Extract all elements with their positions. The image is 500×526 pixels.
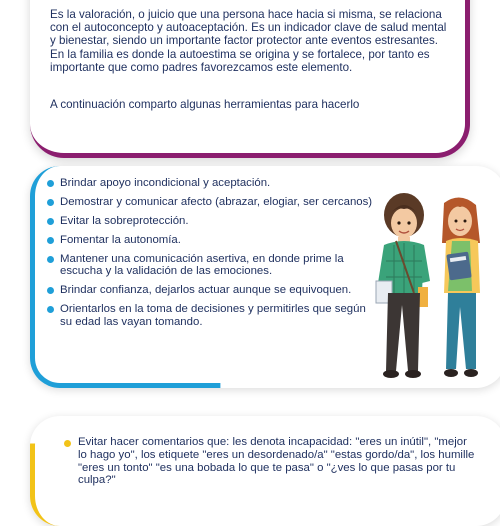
tip-text: Evitar la sobreprotección. [60, 214, 189, 227]
tip-text: Orientarlos en la toma de decisiones y permitirles que según su edad las vayan tomando. [60, 302, 366, 328]
tip-item [46, 284, 376, 297]
tip-text: Brindar apoyo incondicional y aceptación. [60, 177, 271, 189]
tip-item [46, 196, 376, 209]
bullet-icon [47, 218, 54, 225]
bullet-icon [47, 237, 54, 244]
tip-item [46, 234, 376, 247]
bullet-icon [47, 306, 54, 313]
tip-text: Demostrar y comunicar afecto (abrazar, elogiar, ser cercanos) [60, 195, 373, 208]
bullet-icon [47, 287, 54, 294]
bullet-icon [47, 180, 54, 187]
intro-paragraph: Es la valoración, o juicio que una persona hace hacia si misma, se relaciona con el autoconcepto y autoaceptación. Es un indicador clave de salud mental y bienestar, siendo un importante factor protector ante eventos estresantes. En la familia es donde la autoestima se origina y se fortalece, por tanto es importante que como padres favorezcamos este elemento. [50, 8, 447, 74]
warning-item [64, 436, 478, 487]
girl-figure [442, 197, 480, 377]
boy-figure [376, 193, 430, 378]
tip-text: Fomentar la autonomía. [60, 233, 181, 246]
tip-text: Brindar confianza, dejarlos actuar aunque se equivoquen. [60, 284, 352, 297]
bullet-icon [47, 256, 54, 263]
warning-text: Evitar hacer comentarios que: les denota incapacidad: "eres un inútil", "mejor lo hago yo", los etiquete "eres un desordenado/a" "estas gordo/da", los humille "eres un tonto" "es una bobada lo que te pasa" o "¿ves lo que pasas por tu culpa?" [78, 436, 475, 487]
tip-item [46, 303, 376, 328]
tip-item [46, 253, 376, 278]
tips-list [46, 177, 376, 334]
bullet-icon [47, 199, 54, 206]
tip-text: Mantener una comunicación asertiva, en donde prime la escucha y la validación de las emociones. [60, 252, 344, 278]
intro-lead-in: A continuación comparto algunas herramientas para hacerlo [50, 98, 360, 111]
tip-item [46, 215, 376, 228]
tip-item [46, 177, 376, 190]
bullet-icon [64, 440, 71, 447]
teens-illustration [374, 183, 492, 383]
